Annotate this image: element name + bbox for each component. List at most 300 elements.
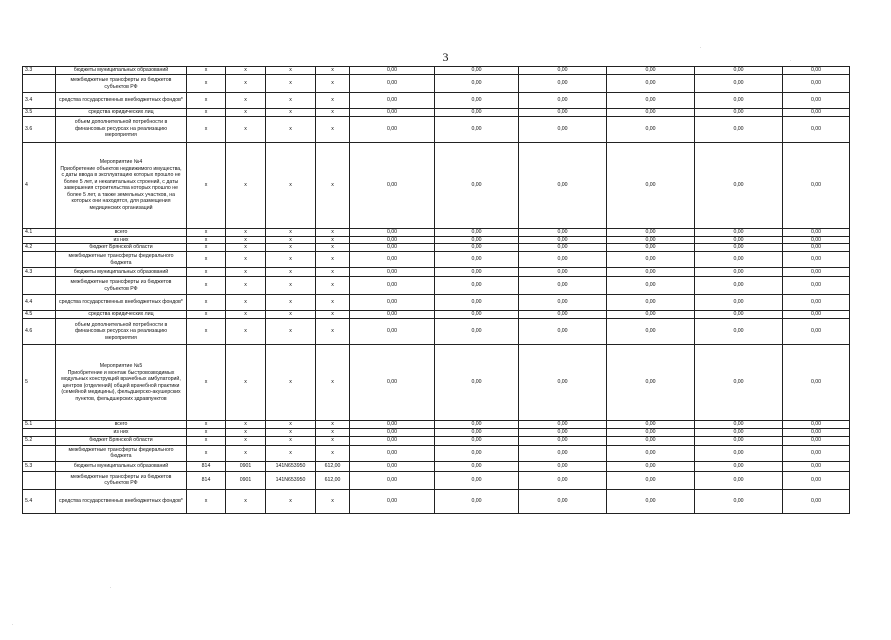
row-name-cell: Мероприятие №5 Приобретение и монтаж быстровозводимых модульных конструкций врачебных амбулаторий, центров (отделений) общей врачебной практики (семейной медицины), фельдшерско-акушерских пунктов, фельдшерских здравпунктов: [56, 345, 187, 421]
value-cell: 0,00: [435, 109, 519, 117]
code-cell-4: x: [316, 109, 350, 117]
value-cell: 0,00: [607, 311, 695, 319]
code-cell-4: x: [316, 268, 350, 277]
value-cell: 0,00: [607, 436, 695, 445]
value-cell: 0,00: [435, 93, 519, 109]
value-cell: 0,00: [350, 93, 435, 109]
code-cell-3: x: [266, 142, 316, 228]
row-number-cell: 4.5: [23, 311, 56, 319]
value-cell: 0,00: [519, 295, 607, 311]
code-cell-3: x: [266, 67, 316, 75]
value-cell: 0,00: [435, 142, 519, 228]
value-cell: 0,00: [350, 109, 435, 117]
value-cell: 0,00: [435, 421, 519, 429]
code-cell-2: x: [226, 421, 266, 429]
value-cell: 0,00: [350, 228, 435, 236]
code-cell-2: x: [226, 429, 266, 437]
code-cell-2: x: [226, 311, 266, 319]
code-cell-1: x: [187, 311, 226, 319]
code-cell-1: x: [187, 429, 226, 437]
value-cell: 0,00: [607, 109, 695, 117]
code-cell-3: x: [266, 93, 316, 109]
code-cell-4: 612,00: [316, 471, 350, 489]
row-number-cell: [23, 236, 56, 244]
value-cell: 0,00: [435, 116, 519, 142]
table-row: [23, 421, 850, 429]
row-name-cell: всего: [56, 228, 187, 236]
value-cell: 0,00: [350, 277, 435, 295]
value-cell: 0,00: [435, 489, 519, 513]
value-cell: 0,00: [695, 319, 783, 345]
value-cell: 0,00: [695, 244, 783, 252]
value-cell: 0,00: [607, 345, 695, 421]
code-cell-4: x: [316, 277, 350, 295]
value-cell: 0,00: [695, 461, 783, 471]
code-cell-4: x: [316, 244, 350, 252]
value-cell: 0,00: [350, 461, 435, 471]
value-cell: 0,00: [350, 489, 435, 513]
value-cell: 0,00: [695, 295, 783, 311]
value-cell: 0,00: [350, 116, 435, 142]
value-cell: 0,00: [519, 109, 607, 117]
value-cell: 0,00: [783, 489, 850, 513]
value-cell: 0,00: [607, 461, 695, 471]
code-cell-3: x: [266, 268, 316, 277]
table-row: [23, 345, 850, 421]
code-cell-3: x: [266, 236, 316, 244]
code-cell-4: x: [316, 228, 350, 236]
row-name-cell: объем дополнительной потребности в финансовых ресурсах на реализацию мероприятия: [56, 319, 187, 345]
code-cell-2: x: [226, 142, 266, 228]
table-row: [23, 93, 850, 109]
code-cell-3: 141N653950: [266, 461, 316, 471]
value-cell: 0,00: [519, 489, 607, 513]
code-cell-4: 612,00: [316, 461, 350, 471]
value-cell: 0,00: [350, 445, 435, 461]
value-cell: 0,00: [695, 109, 783, 117]
code-cell-3: x: [266, 429, 316, 437]
row-number-cell: [23, 75, 56, 93]
value-cell: 0,00: [607, 445, 695, 461]
code-cell-1: x: [187, 67, 226, 75]
value-cell: 0,00: [695, 252, 783, 268]
code-cell-3: x: [266, 421, 316, 429]
code-cell-4: x: [316, 319, 350, 345]
value-cell: 0,00: [607, 67, 695, 75]
value-cell: 0,00: [519, 93, 607, 109]
value-cell: 0,00: [607, 93, 695, 109]
code-cell-2: x: [226, 295, 266, 311]
value-cell: 0,00: [435, 252, 519, 268]
code-cell-4: x: [316, 429, 350, 437]
value-cell: 0,00: [435, 67, 519, 75]
code-cell-3: x: [266, 109, 316, 117]
row-name-cell: бюджеты муниципальных образований: [56, 268, 187, 277]
code-cell-4: x: [316, 75, 350, 93]
value-cell: 0,00: [783, 277, 850, 295]
code-cell-1: 814: [187, 471, 226, 489]
code-cell-2: x: [226, 268, 266, 277]
value-cell: 0,00: [607, 236, 695, 244]
value-cell: 0,00: [519, 471, 607, 489]
row-number-cell: [23, 471, 56, 489]
code-cell-2: x: [226, 445, 266, 461]
code-cell-3: x: [266, 116, 316, 142]
value-cell: 0,00: [607, 319, 695, 345]
row-number-cell: 3.6: [23, 116, 56, 142]
value-cell: 0,00: [783, 236, 850, 244]
value-cell: 0,00: [607, 142, 695, 228]
value-cell: 0,00: [350, 268, 435, 277]
table-row: [23, 436, 850, 445]
value-cell: 0,00: [435, 244, 519, 252]
row-number-cell: 4.6: [23, 319, 56, 345]
table-row: [23, 116, 850, 142]
table-row: [23, 461, 850, 471]
code-cell-2: x: [226, 109, 266, 117]
code-cell-1: x: [187, 345, 226, 421]
row-name-cell: бюджеты муниципальных образований: [56, 67, 187, 75]
value-cell: 0,00: [350, 471, 435, 489]
code-cell-2: x: [226, 489, 266, 513]
value-cell: 0,00: [435, 471, 519, 489]
code-cell-4: x: [316, 345, 350, 421]
value-cell: 0,00: [519, 277, 607, 295]
value-cell: 0,00: [695, 268, 783, 277]
row-name-cell: из них: [56, 236, 187, 244]
value-cell: 0,00: [435, 345, 519, 421]
value-cell: 0,00: [783, 244, 850, 252]
code-cell-2: x: [226, 244, 266, 252]
value-cell: 0,00: [607, 277, 695, 295]
value-cell: 0,00: [695, 345, 783, 421]
code-cell-3: x: [266, 252, 316, 268]
code-cell-3: x: [266, 228, 316, 236]
value-cell: 0,00: [783, 116, 850, 142]
value-cell: 0,00: [519, 421, 607, 429]
row-name-cell: межбюджетные трансферты из бюджетов субъектов РФ: [56, 277, 187, 295]
value-cell: 0,00: [519, 116, 607, 142]
code-cell-1: x: [187, 75, 226, 93]
value-cell: 0,00: [783, 471, 850, 489]
code-cell-1: x: [187, 116, 226, 142]
value-cell: 0,00: [783, 421, 850, 429]
row-name-cell: межбюджетные трансферты федерального бюджета: [56, 252, 187, 268]
value-cell: 0,00: [519, 268, 607, 277]
row-name-cell: межбюджетные трансферты федерального бюджета: [56, 445, 187, 461]
code-cell-3: x: [266, 295, 316, 311]
code-cell-4: x: [316, 436, 350, 445]
table-row: [23, 429, 850, 437]
value-cell: 0,00: [350, 295, 435, 311]
value-cell: 0,00: [435, 436, 519, 445]
value-cell: 0,00: [519, 142, 607, 228]
table-row: [23, 244, 850, 252]
code-cell-2: x: [226, 236, 266, 244]
table-row: [23, 142, 850, 228]
table-row: [23, 319, 850, 345]
value-cell: 0,00: [783, 461, 850, 471]
table-body: [23, 67, 850, 514]
row-number-cell: 4.3: [23, 268, 56, 277]
value-cell: 0,00: [435, 429, 519, 437]
value-cell: 0,00: [607, 252, 695, 268]
code-cell-1: x: [187, 252, 226, 268]
code-cell-3: x: [266, 489, 316, 513]
value-cell: 0,00: [695, 421, 783, 429]
code-cell-2: x: [226, 252, 266, 268]
value-cell: 0,00: [435, 311, 519, 319]
value-cell: 0,00: [350, 67, 435, 75]
row-name-cell: средства государственных внебюджетных фондов*: [56, 93, 187, 109]
code-cell-3: x: [266, 277, 316, 295]
value-cell: 0,00: [607, 244, 695, 252]
row-number-cell: [23, 252, 56, 268]
value-cell: 0,00: [519, 311, 607, 319]
row-number-cell: [23, 445, 56, 461]
value-cell: 0,00: [519, 429, 607, 437]
value-cell: 0,00: [783, 252, 850, 268]
row-name-cell: средства юридических лиц: [56, 109, 187, 117]
value-cell: 0,00: [435, 319, 519, 345]
code-cell-1: x: [187, 236, 226, 244]
code-cell-1: x: [187, 142, 226, 228]
value-cell: 0,00: [783, 67, 850, 75]
budget-table-container: [22, 66, 849, 514]
row-name-cell: бюджеты муниципальных образований: [56, 461, 187, 471]
value-cell: 0,00: [519, 236, 607, 244]
code-cell-4: x: [316, 489, 350, 513]
code-cell-2: x: [226, 75, 266, 93]
value-cell: 0,00: [695, 93, 783, 109]
value-cell: 0,00: [350, 75, 435, 93]
table-row: [23, 277, 850, 295]
table-row: [23, 311, 850, 319]
code-cell-4: x: [316, 295, 350, 311]
code-cell-3: x: [266, 311, 316, 319]
row-name-cell: средства государственных внебюджетных фондов*: [56, 489, 187, 513]
value-cell: 0,00: [695, 236, 783, 244]
row-number-cell: 4.1: [23, 228, 56, 236]
value-cell: 0,00: [350, 252, 435, 268]
value-cell: 0,00: [519, 345, 607, 421]
value-cell: 0,00: [607, 116, 695, 142]
value-cell: 0,00: [350, 345, 435, 421]
table-row: [23, 109, 850, 117]
value-cell: 0,00: [783, 436, 850, 445]
table-row: [23, 67, 850, 75]
value-cell: 0,00: [607, 295, 695, 311]
value-cell: 0,00: [695, 142, 783, 228]
code-cell-2: x: [226, 345, 266, 421]
value-cell: 0,00: [607, 429, 695, 437]
value-cell: 0,00: [350, 421, 435, 429]
code-cell-3: x: [266, 244, 316, 252]
table-row: [23, 268, 850, 277]
row-number-cell: 3.3: [23, 67, 56, 75]
code-cell-2: 0901: [226, 461, 266, 471]
value-cell: 0,00: [783, 429, 850, 437]
value-cell: 0,00: [519, 445, 607, 461]
value-cell: 0,00: [607, 268, 695, 277]
code-cell-1: x: [187, 109, 226, 117]
value-cell: 0,00: [695, 445, 783, 461]
row-name-cell: объем дополнительной потребности в финансовых ресурсах на реализацию мероприятия: [56, 116, 187, 142]
code-cell-4: x: [316, 421, 350, 429]
row-name-cell: Мероприятие №4 Приобретение объектов недвижимого имущества, с даты ввода в эксплуатацию которых прошло не более 5 лет, и некапитальных строений, с даты завершения строительства которых прошло не более 5 лет, а также земельных участков, на которых они находятся, для размещения медицинских организаций: [56, 142, 187, 228]
row-number-cell: 5.2: [23, 436, 56, 445]
row-name-cell: средства юридических лиц: [56, 311, 187, 319]
value-cell: 0,00: [350, 244, 435, 252]
row-number-cell: 4.2: [23, 244, 56, 252]
code-cell-1: x: [187, 489, 226, 513]
value-cell: 0,00: [519, 436, 607, 445]
value-cell: 0,00: [435, 445, 519, 461]
value-cell: 0,00: [695, 277, 783, 295]
value-cell: 0,00: [519, 75, 607, 93]
value-cell: 0,00: [783, 93, 850, 109]
table-row: [23, 471, 850, 489]
row-name-cell: межбюджетные трансферты из бюджетов субъектов РФ: [56, 471, 187, 489]
value-cell: 0,00: [783, 268, 850, 277]
code-cell-2: 0901: [226, 471, 266, 489]
row-name-cell: межбюджетные трансферты из бюджетов субъектов РФ: [56, 75, 187, 93]
value-cell: 0,00: [607, 471, 695, 489]
code-cell-3: x: [266, 345, 316, 421]
value-cell: 0,00: [435, 75, 519, 93]
value-cell: 0,00: [519, 461, 607, 471]
value-cell: 0,00: [783, 228, 850, 236]
code-cell-3: x: [266, 436, 316, 445]
code-cell-4: x: [316, 445, 350, 461]
code-cell-4: x: [316, 236, 350, 244]
row-number-cell: 5.1: [23, 421, 56, 429]
value-cell: 0,00: [435, 277, 519, 295]
value-cell: 0,00: [435, 228, 519, 236]
page-number: 3: [442, 50, 449, 64]
table-row: [23, 295, 850, 311]
code-cell-2: x: [226, 93, 266, 109]
row-number-cell: [23, 277, 56, 295]
code-cell-2: x: [226, 436, 266, 445]
value-cell: 0,00: [783, 109, 850, 117]
code-cell-1: x: [187, 93, 226, 109]
value-cell: 0,00: [607, 421, 695, 429]
code-cell-1: 814: [187, 461, 226, 471]
code-cell-1: x: [187, 445, 226, 461]
code-cell-3: 141N653950: [266, 471, 316, 489]
value-cell: 0,00: [607, 489, 695, 513]
table-row: [23, 489, 850, 513]
code-cell-1: x: [187, 421, 226, 429]
value-cell: 0,00: [607, 228, 695, 236]
table-row: [23, 236, 850, 244]
code-cell-1: x: [187, 228, 226, 236]
code-cell-2: x: [226, 116, 266, 142]
value-cell: 0,00: [695, 311, 783, 319]
row-number-cell: 3.4: [23, 93, 56, 109]
row-number-cell: 5: [23, 345, 56, 421]
row-number-cell: 5.4: [23, 489, 56, 513]
value-cell: 0,00: [695, 116, 783, 142]
row-number-cell: [23, 429, 56, 437]
code-cell-4: x: [316, 311, 350, 319]
value-cell: 0,00: [519, 252, 607, 268]
value-cell: 0,00: [350, 319, 435, 345]
value-cell: 0,00: [435, 268, 519, 277]
row-name-cell: из них: [56, 429, 187, 437]
code-cell-4: x: [316, 252, 350, 268]
code-cell-2: x: [226, 67, 266, 75]
value-cell: 0,00: [435, 295, 519, 311]
code-cell-4: x: [316, 142, 350, 228]
value-cell: 0,00: [519, 244, 607, 252]
value-cell: 0,00: [519, 319, 607, 345]
value-cell: 0,00: [350, 311, 435, 319]
code-cell-4: x: [316, 93, 350, 109]
code-cell-1: x: [187, 277, 226, 295]
value-cell: 0,00: [695, 228, 783, 236]
code-cell-3: x: [266, 319, 316, 345]
table-row: [23, 445, 850, 461]
row-name-cell: бюджет Брянской области: [56, 244, 187, 252]
value-cell: 0,00: [435, 236, 519, 244]
code-cell-3: x: [266, 445, 316, 461]
row-number-cell: 4.4: [23, 295, 56, 311]
value-cell: 0,00: [519, 67, 607, 75]
code-cell-4: x: [316, 116, 350, 142]
value-cell: 0,00: [607, 75, 695, 93]
row-number-cell: 3.5: [23, 109, 56, 117]
row-name-cell: всего: [56, 421, 187, 429]
value-cell: 0,00: [783, 345, 850, 421]
code-cell-3: x: [266, 75, 316, 93]
value-cell: 0,00: [783, 311, 850, 319]
value-cell: 0,00: [783, 445, 850, 461]
value-cell: 0,00: [695, 471, 783, 489]
table-row: [23, 75, 850, 93]
value-cell: 0,00: [350, 142, 435, 228]
value-cell: 0,00: [350, 429, 435, 437]
value-cell: 0,00: [695, 75, 783, 93]
value-cell: 0,00: [695, 429, 783, 437]
value-cell: 0,00: [435, 461, 519, 471]
row-number-cell: 4: [23, 142, 56, 228]
code-cell-1: x: [187, 268, 226, 277]
scan-speck: ·: [110, 585, 112, 590]
code-cell-2: x: [226, 228, 266, 236]
row-number-cell: 5.3: [23, 461, 56, 471]
scan-speck: ·: [12, 622, 14, 627]
code-cell-2: x: [226, 319, 266, 345]
code-cell-2: x: [226, 277, 266, 295]
code-cell-4: x: [316, 67, 350, 75]
value-cell: 0,00: [783, 295, 850, 311]
value-cell: 0,00: [519, 228, 607, 236]
scan-speck: ·: [700, 45, 702, 50]
table-row: [23, 252, 850, 268]
code-cell-1: x: [187, 295, 226, 311]
code-cell-1: x: [187, 436, 226, 445]
budget-table: [22, 66, 850, 514]
value-cell: 0,00: [783, 75, 850, 93]
value-cell: 0,00: [350, 436, 435, 445]
row-name-cell: бюджет Брянской области: [56, 436, 187, 445]
value-cell: 0,00: [695, 489, 783, 513]
row-name-cell: средства государственных внебюджетных фондов*: [56, 295, 187, 311]
value-cell: 0,00: [783, 319, 850, 345]
scan-speck: ·: [790, 58, 792, 63]
